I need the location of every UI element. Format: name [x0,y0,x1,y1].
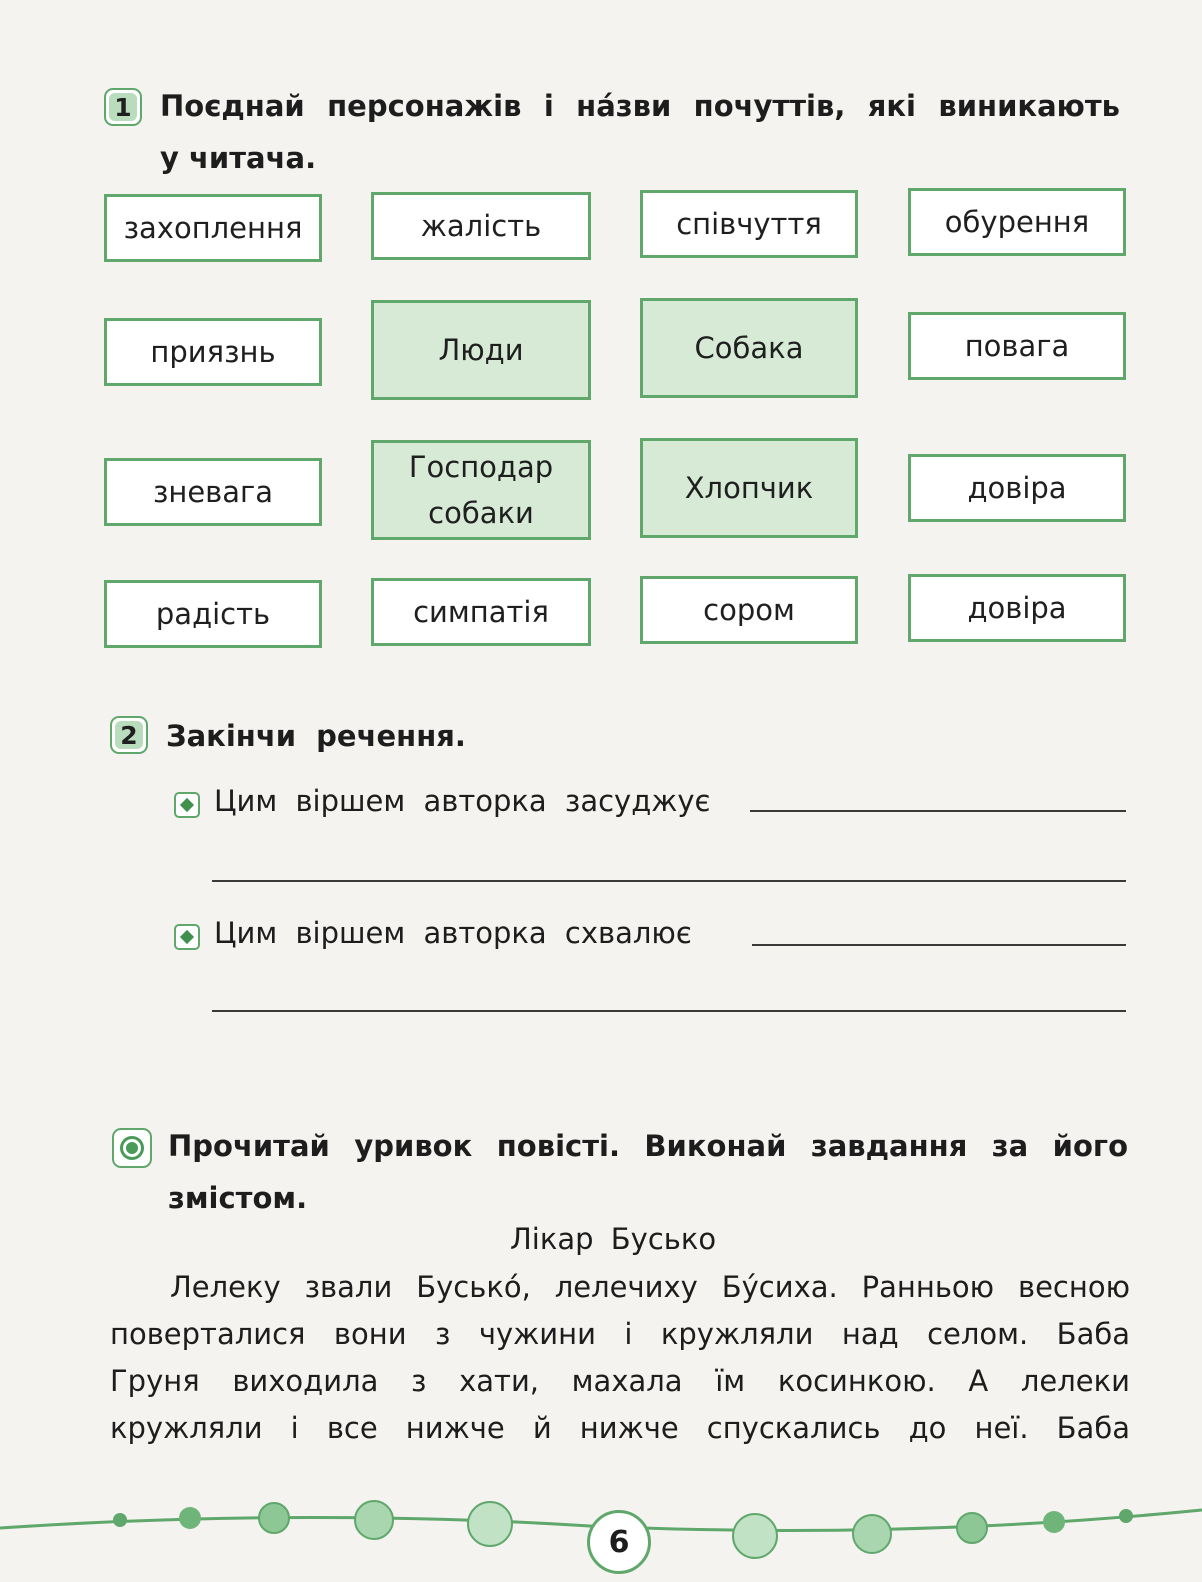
task-1-number: 1 [109,93,137,121]
feeling-box-affection[interactable]: приязнь [104,318,322,386]
footer-dot-9 [1043,1511,1065,1533]
feeling-box-pity[interactable]: жалість [371,192,591,260]
footer-dot-7 [853,1515,891,1553]
task-1-title-line-2: у читача. [160,141,317,175]
character-box-dog-owner[interactable]: Господар собаки [371,440,591,540]
story-title: Лікар Бусько [510,1222,717,1256]
answer-line-1a[interactable] [750,810,1126,812]
task-2-title: Закінчи речення. [166,719,466,753]
reading-title-line-1: Прочитай уривок повісті. Виконай завдання за його [168,1129,1128,1163]
feeling-box-respect[interactable]: повага [908,312,1126,380]
reading-icon [112,1128,152,1168]
story-text [110,1264,1130,1452]
character-box-people[interactable]: Люди [371,300,591,400]
sentence-approves: Цим віршем авторка схвалює [214,916,692,950]
answer-line-1b[interactable] [212,880,1126,882]
bullet-diamond-icon [174,924,200,950]
feeling-box-sympathy[interactable]: симпатія [371,578,591,646]
page-number: 6 [587,1510,651,1574]
story-line-4: кружляли і все нижче й нижче спускались до неї. Баба [110,1411,1130,1445]
sentence-condemns: Цим віршем авторка засуджує [214,784,711,818]
story-line-2: поверталися вони з чужини і кружляли над селом. Баба [110,1317,1130,1351]
footer-dot-4 [355,1501,393,1539]
task-1-title-line-1: Поєднай персонажів і нáзви почуттів, які виникають [160,89,1120,123]
footer-dot-3 [259,1503,289,1533]
task-1-number-badge [104,88,142,126]
footer-dot-5 [468,1502,512,1546]
answer-line-2a[interactable] [752,944,1126,946]
feeling-box-joy[interactable]: радість [104,580,322,648]
character-box-boy[interactable]: Хлопчик [640,438,858,538]
feeling-box-trust[interactable]: довіра [908,454,1126,522]
footer-dot-6 [733,1514,777,1558]
character-box-dog[interactable]: Собака [640,298,858,398]
feeling-box-indignation[interactable]: обурення [908,188,1126,256]
footer-dot-10 [1119,1509,1133,1523]
task-2-number-badge [110,716,148,754]
feeling-box-contempt[interactable]: зневага [104,458,322,526]
answer-line-2b[interactable] [212,1010,1126,1012]
footer-dot-2 [179,1507,201,1529]
feeling-box-delight[interactable]: захоплення [104,194,322,262]
feeling-box-trust-2[interactable]: довіра [908,574,1126,642]
story-line-1: Лелеку звали Буськó, лелечиху Бýсиха. Ранньою весною [170,1270,1130,1304]
footer-dot-8 [957,1513,987,1543]
feeling-box-compassion[interactable]: співчуття [640,190,858,258]
bullet-diamond-icon [174,792,200,818]
feeling-box-shame[interactable]: сором [640,576,858,644]
reading-title-line-2: змістом. [168,1181,308,1215]
story-line-3: Груня виходила з хати, махала їм косинкою. А лелеки [110,1364,1130,1398]
task-2-number: 2 [115,721,143,749]
footer-dot-1 [113,1513,127,1527]
